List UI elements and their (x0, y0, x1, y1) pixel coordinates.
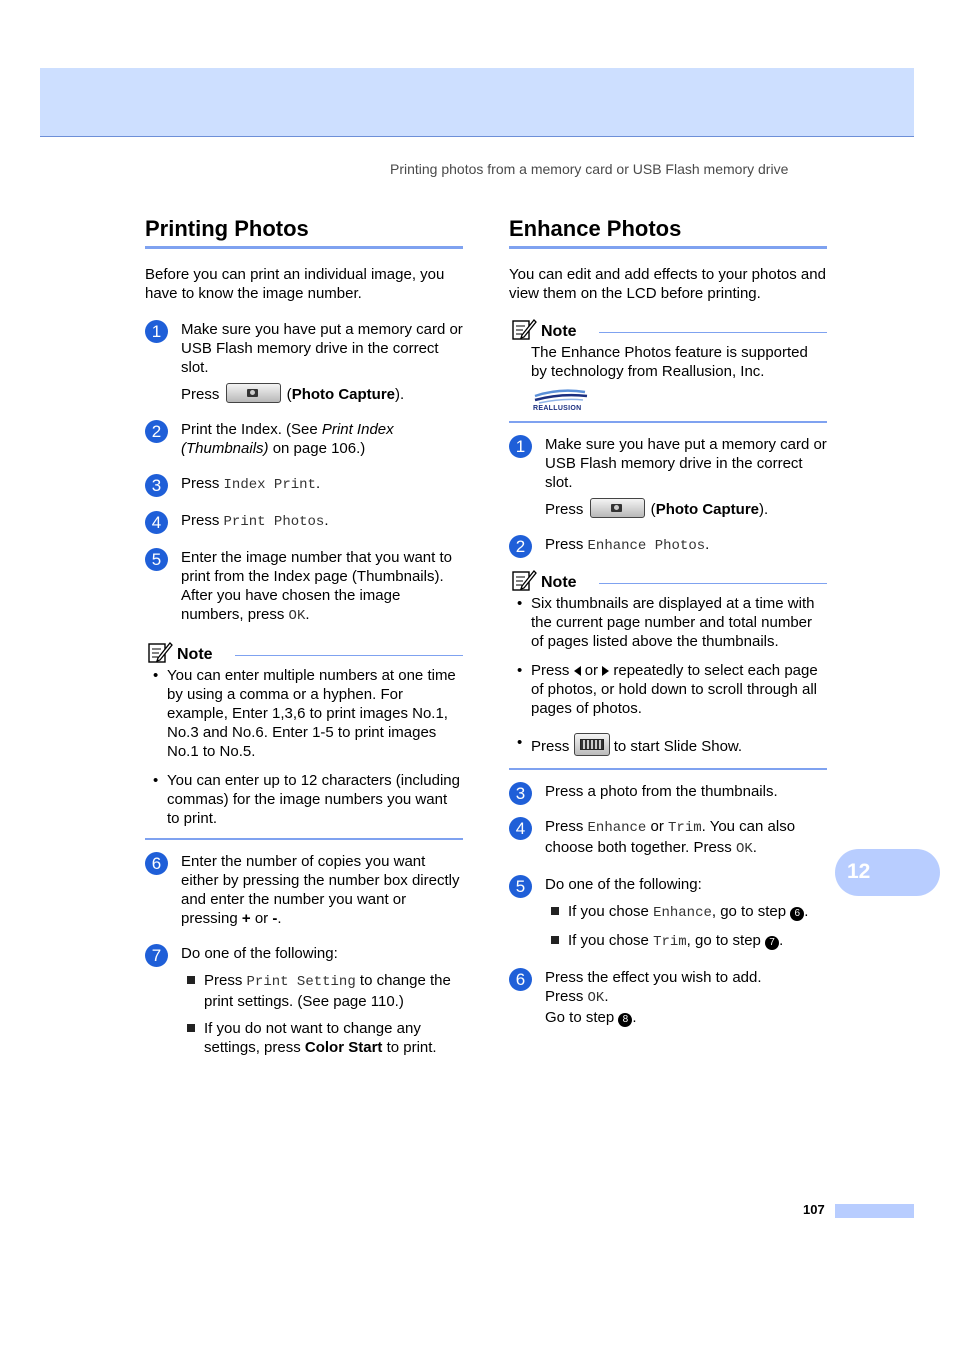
note-label: Note (541, 574, 577, 591)
note-label: Note (541, 323, 577, 340)
step-text: Go to step 8 . (545, 1009, 637, 1026)
step-text: Press OK. (545, 988, 609, 1006)
note-item (509, 661, 827, 718)
note-rule (599, 583, 827, 584)
press-word: Press (181, 475, 220, 492)
photo-capture-key (226, 383, 281, 403)
photo-capture-key (590, 498, 645, 518)
step-text: Press Index Print. (181, 475, 321, 493)
text-post: , go to step (711, 903, 787, 920)
text-or: or (650, 818, 664, 835)
note-end-rule (509, 421, 827, 423)
intro-text: You can edit and add effects to your photos and view them on the LCD before printing. (509, 266, 826, 302)
text-post: to start Slide Show. (613, 738, 743, 755)
note-text: The Enhance Photos feature is supported by technology from Reallusion, Inc. (531, 344, 808, 380)
text-post: to change the print settings. (See page 110.) (204, 972, 451, 1010)
step-text (181, 420, 463, 458)
key-label: Photo Capture (291, 386, 396, 403)
step-text: Press Enhance Photos. (545, 536, 710, 554)
press-word: Press (545, 536, 584, 553)
lcd-option: Print Setting (246, 974, 356, 990)
step-number: 6 (145, 852, 168, 875)
lcd-option: OK (735, 841, 753, 857)
camera-icon (611, 504, 622, 512)
note-item (509, 733, 827, 756)
camera-icon (247, 389, 258, 397)
press-line: Press (Photo Capture). (181, 383, 463, 404)
step-5 (145, 548, 463, 626)
option-item: If you chose Trim, go to step 7 . (545, 931, 827, 952)
option-list (181, 971, 463, 1057)
press-word: Press (531, 662, 570, 679)
left-arrow-icon (574, 666, 581, 676)
step-3 (145, 474, 463, 495)
note-box (145, 640, 463, 840)
text-post: to print. (386, 1039, 437, 1056)
running-header: Printing photos from a memory card or USB Flash memory drive (390, 161, 789, 177)
chapter-number: 12 (847, 860, 871, 883)
step-number: 2 (145, 420, 168, 443)
step-number: 2 (509, 535, 532, 558)
step-text: Make sure you have put a memory card or USB Flash memory drive in the correct slot. (545, 436, 827, 491)
text-pre: If you do not want to change any settings, press (204, 1020, 421, 1056)
chapter-tab (835, 849, 940, 896)
key-label: Photo Capture (655, 501, 760, 518)
press-word: Press (545, 988, 584, 1005)
lcd-option: Print Photos (223, 514, 325, 530)
step-2 (145, 420, 463, 458)
step-number: 4 (145, 511, 168, 534)
pencil-note-icon (147, 640, 173, 664)
step-5 (509, 875, 827, 952)
note-end-rule (509, 768, 827, 770)
step-reference: 8 (618, 1013, 632, 1027)
page-number: 107 (803, 1202, 825, 1217)
page-number-bar (835, 1204, 914, 1218)
press-word: Press (545, 501, 584, 518)
key-label: Color Start (304, 1039, 383, 1056)
step-6 (509, 968, 827, 1027)
step-text: Make sure you have put a memory card or USB Flash memory drive in the correct slot. (181, 321, 463, 376)
minus-key: - (272, 910, 278, 927)
section-title-printing-photos: Printing Photos (145, 214, 463, 249)
plus-key: + (241, 910, 251, 927)
right-column (509, 214, 827, 1027)
text-pre: If you chose (568, 903, 649, 920)
press-word: Press (531, 738, 570, 755)
note-header (509, 568, 827, 594)
lcd-option: Enhance Photos (587, 538, 706, 554)
note-item: • You can enter multiple numbers at one time by using a comma or a hyphen. For example, Enter 1,3,6 to print images No.1, No.3 and No.6. Enter 1-5 to print images No.1 to No.5. (145, 666, 463, 761)
step-text: Enter the number of copies you want either by pressing the number box directly and enter the number you want or pressing + or -. (181, 853, 460, 927)
lcd-option: Index Print (223, 477, 316, 493)
note-list (509, 594, 827, 756)
cross-reference: Print Index (Thumbnails) (181, 421, 394, 457)
text-or: or (584, 662, 599, 679)
press-word: Press (204, 972, 243, 989)
step-number: 1 (145, 320, 168, 343)
step-3 (509, 782, 827, 801)
intro-text: Before you can print an individual image, you have to know the image number. (145, 266, 445, 302)
step-text: Enter the image number that you want to print from the Index page (Thumbnails). After you have chosen the image numbers, press OK. (181, 549, 452, 624)
pencil-note-icon (511, 568, 537, 592)
reallusion-logo (531, 387, 593, 415)
step-7 (145, 944, 463, 1057)
text-pre: If you chose (568, 932, 649, 949)
note-item: • You can enter up to 12 characters (including commas) for the image numbers you want to print. (145, 771, 463, 828)
note-list (145, 666, 463, 828)
option-item (181, 1019, 463, 1057)
logo-text: REALLUSION (533, 405, 582, 412)
left-column (145, 214, 463, 1057)
step-number: 5 (509, 875, 532, 898)
step-number: 3 (509, 782, 532, 805)
note-end-rule (145, 838, 463, 840)
step-2 (509, 535, 827, 556)
text-main: Enter the number of copies you want either by pressing the number box directly and enter the number you want or pressing (181, 853, 460, 927)
step-6 (145, 852, 463, 928)
note-header (509, 317, 827, 343)
note-box (509, 568, 827, 770)
filmstrip-icon (580, 739, 604, 750)
text-post: , go to step (686, 932, 761, 949)
note-header (145, 640, 463, 666)
press-line: Press (Photo Capture). (545, 498, 827, 519)
text-post: on page 106.) (268, 440, 366, 457)
lcd-option: Enhance (587, 820, 647, 836)
step-text: Do one of the following: (181, 945, 338, 962)
step-4 (145, 511, 463, 532)
step-number: 1 (509, 435, 532, 458)
step-text: Press a photo from the thumbnails. (545, 783, 778, 800)
step-text: Press the effect you wish to add. (545, 969, 762, 986)
step-number: 6 (509, 968, 532, 991)
text-pre: Print the Index. (See (181, 421, 322, 438)
step-reference: 6 (790, 907, 804, 921)
step-1 (145, 320, 463, 404)
lcd-option: Trim (653, 934, 687, 950)
text-post: . You can also choose both together. Press (545, 818, 796, 856)
press-word: Press (181, 386, 220, 403)
header-band (40, 68, 914, 137)
step-text: Press Print Photos. (181, 512, 329, 530)
press-word: Press (181, 512, 220, 529)
text-main: Enter the image number that you want to print from the Index page (Thumbnails). After you have chosen the image numbers, press (181, 549, 452, 623)
swoosh-icon (531, 387, 593, 407)
pencil-note-icon (511, 317, 537, 341)
text-post: repeatedly to select each page of photos, or hold down to scroll through all pages of photos. (531, 662, 818, 717)
step-number: 3 (145, 474, 168, 497)
right-arrow-icon (602, 666, 609, 676)
step-1 (509, 435, 827, 519)
section-title-enhance-photos: Enhance Photos (509, 214, 827, 249)
note-label: Note (177, 646, 213, 663)
note-rule (599, 332, 827, 333)
step-number: 4 (509, 817, 532, 840)
lcd-option: Enhance (653, 905, 712, 921)
press-word: Press (545, 818, 584, 835)
lcd-option: OK (587, 990, 605, 1006)
option-item: If you chose Enhance, go to step 6 . (545, 902, 827, 923)
text-or: or (254, 910, 269, 927)
step-text: Press Enhance or Trim. You can also choose both together. Press OK. (545, 818, 796, 857)
step-4 (509, 817, 827, 859)
lcd-option: OK (288, 608, 306, 624)
note-rule (235, 655, 463, 656)
step-number: 7 (145, 944, 168, 967)
step-text: Do one of the following: (545, 876, 702, 893)
step-number: 5 (145, 548, 168, 571)
note-item: • Six thumbnails are displayed at a time with the current page number and total number of pages listed above the thumbnails. (509, 594, 827, 651)
note-box (509, 317, 827, 423)
lcd-option: Trim (668, 820, 702, 836)
text-goto: Go to step (545, 1009, 615, 1026)
option-list (545, 902, 827, 952)
slide-show-key (574, 733, 610, 756)
option-item (181, 971, 463, 1011)
step-reference: 7 (765, 936, 779, 950)
